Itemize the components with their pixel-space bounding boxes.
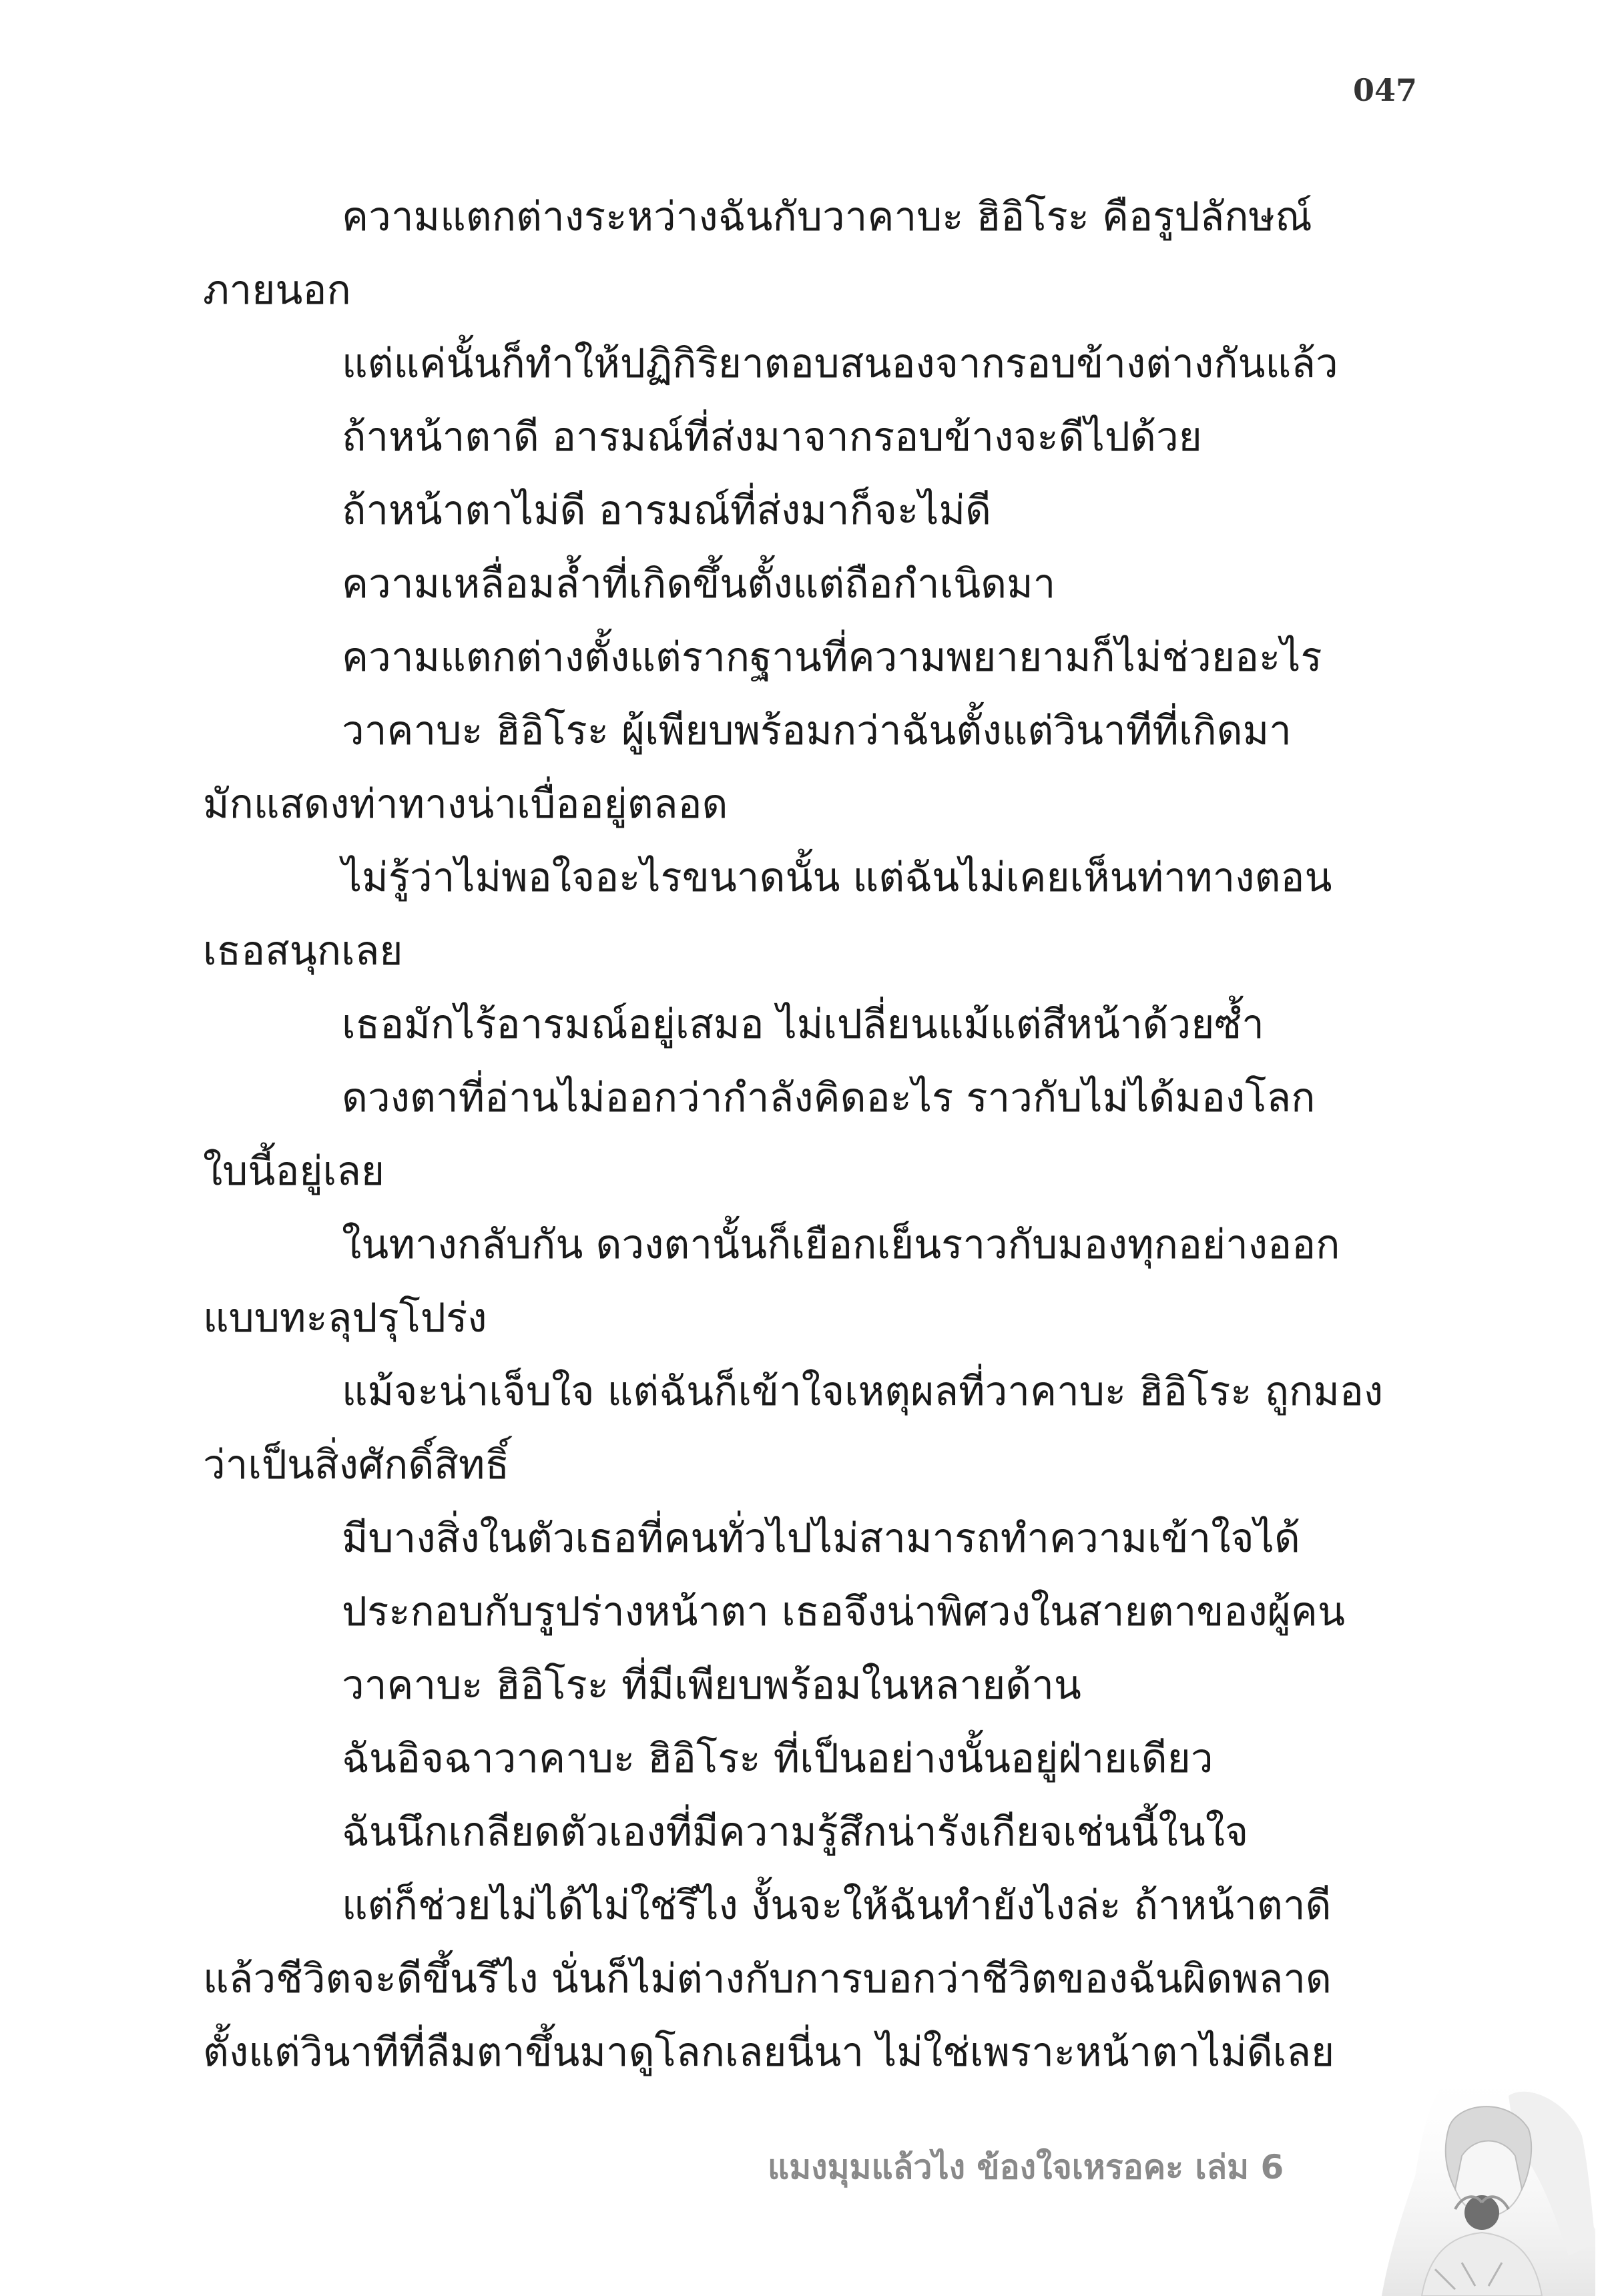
text-line: แบบทะลุปรุโปร่ง	[203, 1295, 487, 1342]
text-line: มีบางสิ่งในตัวเธอที่คนทั่วไปไม่สามารถทำความเข้าใจได้	[342, 1515, 1300, 1562]
text-line: แต่ก็ช่วยไม่ได้ไม่ใช่รึไง งั้นจะให้ฉันทำยังไงล่ะ ถ้าหน้าตาดี	[342, 1882, 1332, 1929]
text-line: ไม่รู้ว่าไม่พอใจอะไรขนาดนั้น แต่ฉันไม่เคยเห็นท่าทางตอน	[342, 854, 1332, 901]
character-illustration	[1288, 2056, 1595, 2296]
text-line: ฉันอิจฉาวาคาบะ ฮิอิโระ ที่เป็นอย่างนั้นอยู่ฝ่ายเดียว	[342, 1735, 1214, 1782]
text-line: ในทางกลับกัน ดวงตานั้นก็เยือกเย็นราวกับมองทุกอย่างออก	[342, 1221, 1340, 1268]
text-line: ดวงตาที่อ่านไม่ออกว่ากำลังคิดอะไร ราวกับไม่ได้มองโลก	[342, 1075, 1316, 1121]
body-text	[203, 180, 1418, 2089]
page-number: 047	[1352, 72, 1417, 108]
text-line: ฉันนึกเกลียดตัวเองที่มีความรู้สึกน่ารังเกียจเช่นนี้ในใจ	[342, 1809, 1249, 1855]
footer-book-title: แมงมุมแล้วไง ข้องใจเหรอคะ เล่ม 6	[768, 2148, 1284, 2187]
text-line: เธอมักไร้อารมณ์อยู่เสมอ ไม่เปลี่ยนแม้แต่สีหน้าด้วยซ้ำ	[342, 1001, 1264, 1048]
text-line: ถ้าหน้าตาดี อารมณ์ที่ส่งมาจากรอบข้างจะดีไปด้วย	[342, 414, 1202, 461]
text-line: แต่แค่นั้นก็ทำให้ปฏิกิริยาตอบสนองจากรอบข้างต่างกันแล้ว	[342, 340, 1338, 387]
text-line: ใบนี้อยู่เลย	[203, 1148, 385, 1195]
text-line: ความแตกต่างระหว่างฉันกับวาคาบะ ฮิอิโระ คือรูปลักษณ์	[342, 194, 1312, 240]
text-line: ถ้าหน้าตาไม่ดี อารมณ์ที่ส่งมาก็จะไม่ดี	[342, 487, 991, 534]
text-line: ความเหลื่อมล้ำที่เกิดขึ้นตั้งแต่ถือกำเนิดมา	[342, 561, 1056, 607]
text-line: แล้วชีวิตจะดีขึ้นรึไง นั่นก็ไม่ต่างกับการบอกว่าชีวิตของฉันผิดพลาด	[203, 1956, 1332, 2002]
text-line: ภายนอก	[203, 267, 351, 314]
text-line: วาคาบะ ฮิอิโระ ผู้เพียบพร้อมกว่าฉันตั้งแต่วินาทีที่เกิดมา	[342, 707, 1292, 754]
text-line: มักแสดงท่าทางน่าเบื่ออยู่ตลอด	[203, 781, 728, 828]
text-line: แม้จะน่าเจ็บใจ แต่ฉันก็เข้าใจเหตุผลที่วาคาบะ ฮิอิโระ ถูกมอง	[342, 1368, 1384, 1415]
text-line: เธอสนุกเลย	[203, 928, 403, 974]
text-line: ความแตกต่างตั้งแต่รากฐานที่ความพยายามก็ไม่ช่วยอะไร	[342, 634, 1322, 681]
text-line: ประกอบกับรูปร่างหน้าตา เธอจึงน่าพิศวงในสายตาของผู้คน	[342, 1589, 1345, 1635]
text-line: วาคาบะ ฮิอิโระ ที่มีเพียบพร้อมในหลายด้าน	[342, 1662, 1081, 1709]
text-line: ว่าเป็นสิ่งศักดิ์สิทธิ์	[203, 1442, 510, 1488]
text-line: ตั้งแต่วินาทีที่ลืมตาขึ้นมาดูโลกเลยนี่นา ไม่ใช่เพราะหน้าตาไม่ดีเลย	[203, 2029, 1335, 2076]
